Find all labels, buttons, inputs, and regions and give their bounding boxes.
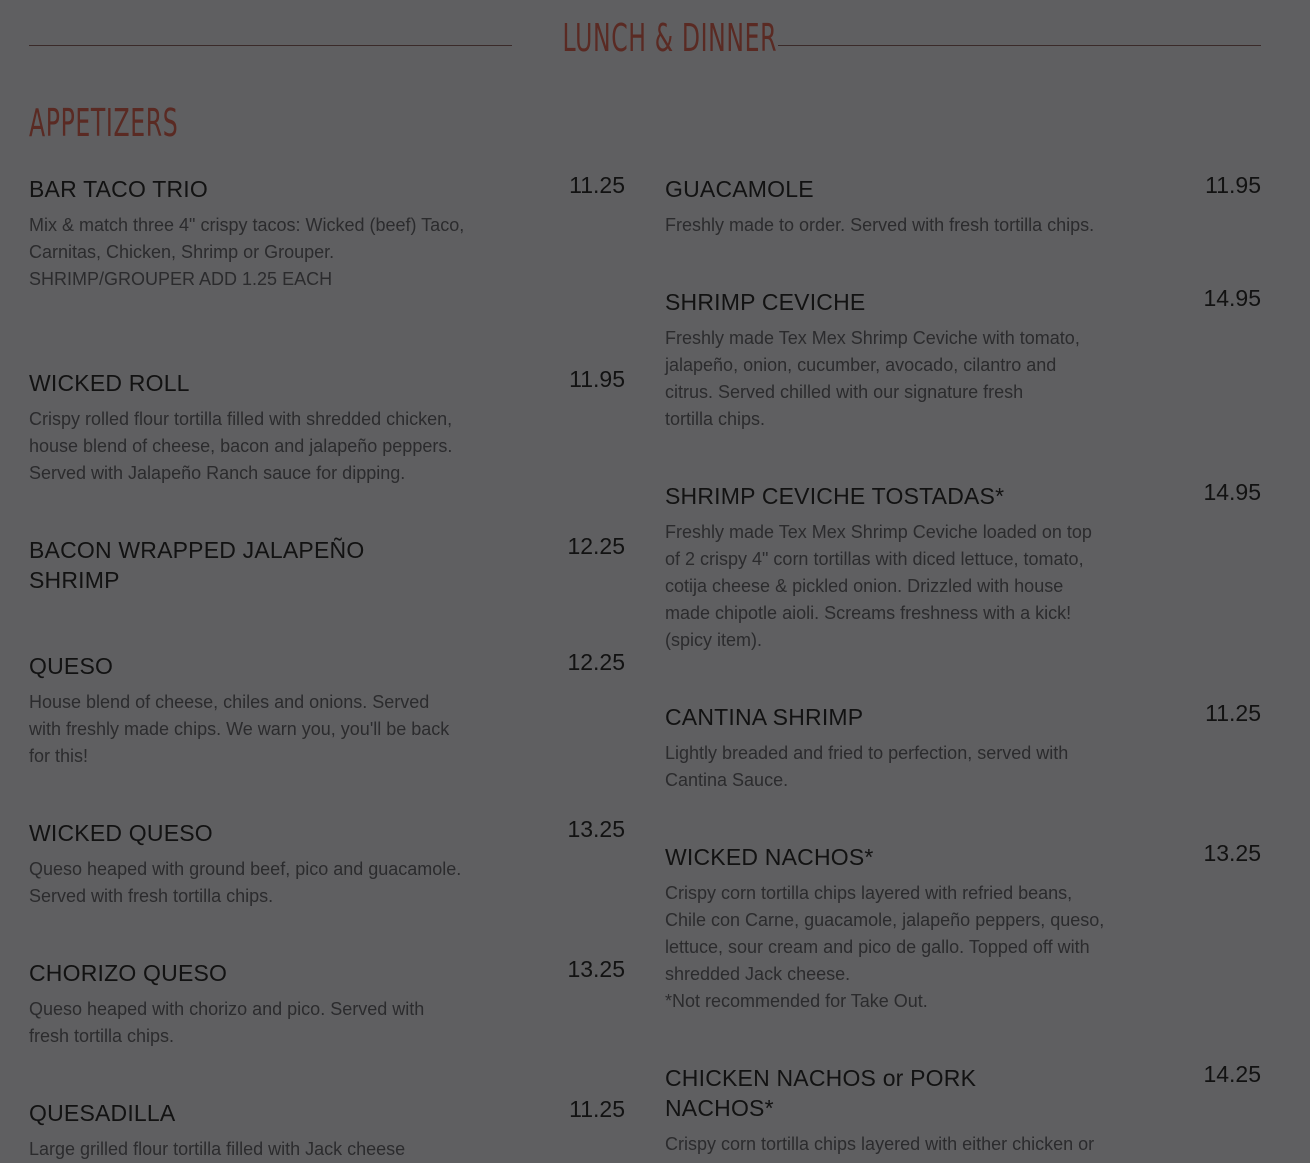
item-description-line: for this! bbox=[29, 746, 89, 766]
item-name: QUESADILLA bbox=[29, 1100, 176, 1126]
menu-title: LUNCH & DINNER bbox=[562, 16, 778, 60]
item-name: CANTINA SHRIMP bbox=[665, 704, 864, 730]
item-name: CHICKEN NACHOS or PORK NACHOS* bbox=[665, 1065, 977, 1121]
item-price: 12.25 bbox=[567, 649, 625, 675]
item-name: SHRIMP CEVICHE bbox=[665, 289, 866, 315]
item-description-line: jalapeño, onion, cucumber, avocado, cilantro and bbox=[665, 355, 1057, 375]
item-price: 11.95 bbox=[1205, 172, 1261, 198]
item-description-line: Large grilled flour tortilla filled with Jack cheese bbox=[29, 1139, 406, 1159]
item-name: WICKED NACHOS* bbox=[665, 844, 874, 870]
item-description bbox=[665, 880, 1125, 1015]
item-price: 14.95 bbox=[1203, 285, 1261, 311]
item-description-line: cotija cheese & pickled onion. Drizzled with house bbox=[665, 576, 1064, 596]
item-name: SHRIMP CEVICHE TOSTADAS* bbox=[665, 483, 1005, 509]
item-description-line: Freshly made to order. Served with fresh tortilla chips. bbox=[665, 215, 1095, 235]
item-description-line: (spicy item). bbox=[665, 630, 763, 650]
item-description bbox=[29, 689, 469, 770]
item-description-line: with freshly made chips. We warn you, you'll be back bbox=[29, 719, 450, 739]
item-description-line: Queso heaped with ground beef, pico and guacamole. bbox=[29, 859, 462, 879]
item-description-line: made chipotle aioli. Screams freshness with a kick! bbox=[665, 603, 1072, 623]
item-name: QUESO bbox=[29, 653, 114, 679]
item-name: CHORIZO QUESO bbox=[29, 960, 228, 986]
item-description-line: Freshly made Tex Mex Shrimp Ceviche with tomato, bbox=[665, 328, 1080, 348]
item-description-line: lettuce, sour cream and pico de gallo. Topped off with bbox=[665, 937, 1090, 957]
item-description bbox=[665, 740, 1105, 794]
item-name: WICKED ROLL bbox=[29, 370, 190, 396]
item-description-line: Crispy corn tortilla chips layered with refried beans, bbox=[665, 883, 1073, 903]
item-description-line: Chile con Carne, guacamole, jalapeño peppers, queso, bbox=[665, 910, 1105, 930]
item-description-line: citrus. Served chilled with our signature fresh bbox=[665, 382, 1024, 402]
item-description-line: Cantina Sauce. bbox=[665, 770, 789, 790]
item-description-line: Freshly made Tex Mex Shrimp Ceviche loaded on top bbox=[665, 522, 1092, 542]
item-description bbox=[665, 212, 1125, 239]
item-description-line: tortilla chips. bbox=[665, 409, 766, 429]
item-description bbox=[665, 1131, 1125, 1158]
item-description-line: House blend of cheese, chiles and onions. Served bbox=[29, 692, 430, 712]
item-name: GUACAMOLE bbox=[665, 176, 814, 202]
header-rule-left bbox=[29, 45, 512, 46]
item-description-line: Queso heaped with chorizo and pico. Served with bbox=[29, 999, 425, 1019]
item-description bbox=[29, 406, 469, 487]
item-description-line: Crispy rolled flour tortilla filled with shredded chicken, bbox=[29, 409, 453, 429]
item-description bbox=[665, 519, 1125, 654]
item-price: 13.25 bbox=[567, 956, 625, 982]
section-title: APPETIZERS bbox=[29, 101, 179, 145]
item-description-line: Served with fresh tortilla chips. bbox=[29, 886, 274, 906]
item-price: 11.25 bbox=[569, 172, 625, 198]
item-description-line: Mix & match three 4" crispy tacos: Wicked (beef) Taco, bbox=[29, 215, 465, 235]
item-price: 11.25 bbox=[569, 1096, 625, 1122]
item-description bbox=[29, 212, 469, 293]
item-description bbox=[29, 1136, 469, 1163]
item-price: 14.25 bbox=[1203, 1061, 1261, 1087]
item-description-line: Crispy corn tortilla chips layered with either chicken or bbox=[665, 1134, 1095, 1154]
item-description bbox=[29, 996, 469, 1050]
item-price: 11.25 bbox=[1205, 700, 1261, 726]
item-name: BAR TACO TRIO bbox=[29, 176, 208, 202]
item-price: 13.25 bbox=[567, 816, 625, 842]
item-description-line: *Not recommended for Take Out. bbox=[665, 991, 928, 1011]
item-name: WICKED QUESO bbox=[29, 820, 213, 846]
menu-header bbox=[29, 14, 1261, 74]
item-price: 14.95 bbox=[1203, 479, 1261, 505]
item-price: 11.95 bbox=[569, 366, 625, 392]
item-description-line: shredded Jack cheese. bbox=[665, 964, 851, 984]
item-description-line: of 2 crispy 4" corn tortillas with diced lettuce, tomato, bbox=[665, 549, 1084, 569]
item-description-line: Lightly breaded and fried to perfection, served with bbox=[665, 743, 1069, 763]
item-description-line: SHRIMP/GROUPER ADD 1.25 EACH bbox=[29, 269, 333, 289]
item-description-line: fresh tortilla chips. bbox=[29, 1026, 175, 1046]
item-description-line: Served with Jalapeño Ranch sauce for dipping. bbox=[29, 463, 406, 483]
item-description-line: Carnitas, Chicken, Shrimp or Grouper. bbox=[29, 242, 335, 262]
item-description bbox=[29, 856, 469, 910]
item-price: 12.25 bbox=[567, 533, 625, 559]
header-rule-right bbox=[778, 45, 1261, 46]
item-price: 13.25 bbox=[1203, 840, 1261, 866]
item-name: BACON WRAPPED JALAPEÑO SHRIMP bbox=[29, 537, 365, 593]
item-description bbox=[665, 325, 1105, 433]
item-description-line: house blend of cheese, bacon and jalapeño peppers. bbox=[29, 436, 453, 456]
